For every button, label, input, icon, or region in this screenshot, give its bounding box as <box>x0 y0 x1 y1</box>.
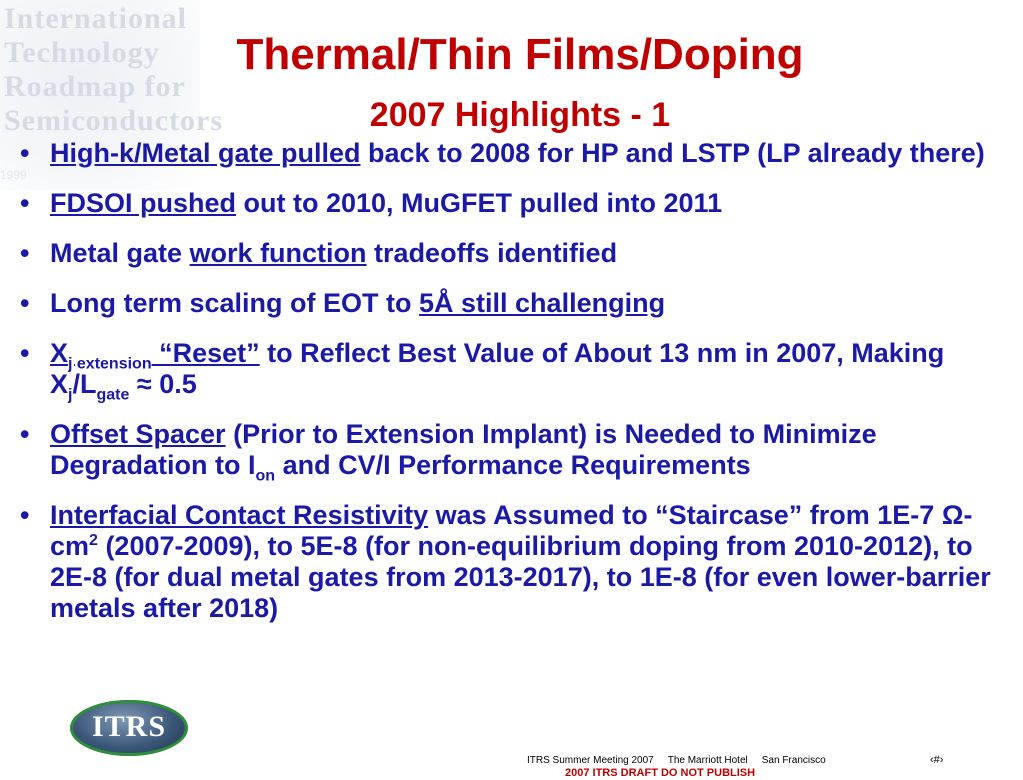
itrs-logo-text: ITRS <box>91 710 167 743</box>
slide-subtitle: 2007 Highlights - 1 <box>369 96 671 134</box>
slide-title: Thermal/Thin Films/Doping <box>236 30 804 79</box>
footer-city: San Francisco <box>761 755 826 766</box>
bullet-link[interactable]: High-k/Metal gate pulled <box>50 138 361 168</box>
itrs-logo <box>70 700 188 756</box>
bullet-list <box>20 138 995 643</box>
watermark-line: Roadmap for <box>4 70 186 103</box>
bullet-item: • Offset Spacer (Prior to Extension Implant) is Needed to Minimize Degradation to $I_{on}$ and CV/I Performance Requirements <box>20 419 995 481</box>
omega-symbol: Ω <box>941 500 964 530</box>
bullet-item: • High-k/Metal gate pulled back to 2008 for HP and LSTP (LP already there) <box>20 138 995 169</box>
bullet-link[interactable]: FDSOI pushed <box>50 188 237 218</box>
bullet-link[interactable]: work function <box>189 238 367 268</box>
watermark-line: Technology <box>4 36 160 69</box>
bullet-item: • Long term scaling of EOT to 5Å still challenging <box>20 288 995 319</box>
watermark-side-text: 1999 <box>0 168 27 182</box>
bullet-item: • $X_{j extension}$ “Reset” to Reflect Best Value of About 13 nm in 2007, Making $X_j/L_{gate} \approx 0.5$ <box>20 338 995 400</box>
footer-venue: The Marriott Hotel <box>667 755 748 766</box>
bullet-item: • Metal gate work function tradeoffs identified <box>20 238 995 269</box>
bullet-link[interactable]: $X_{j extension}$ “Reset” <box>50 338 260 373</box>
watermark-line: International <box>4 2 188 35</box>
draft-notice: 2007 ITRS DRAFT DO NOT PUBLISH <box>565 767 756 779</box>
bullet-item: • Interfacial Contact Resistivity was Assumed to “Staircase” from 1E-7 $\Omega-cm^2$ (2007-2009), to 5E-8 (for non-equilibrium doping from 2010-2012), to 2E-8 (for dual metal gates from 2013-2017), to 1E-8 (for even lower-barrier metals after 2018) <box>20 500 995 624</box>
footer-meeting: ITRS Summer Meeting 2007 <box>527 755 654 766</box>
bullet-link[interactable]: Interfacial Contact Resistivity <box>50 500 429 530</box>
watermark-line: Semiconductors <box>4 104 223 137</box>
bullet-item: • FDSOI pushed out to 2010, MuGFET pulled into 2011 <box>20 188 995 219</box>
bullet-link[interactable]: 5Å still challenging <box>419 288 666 318</box>
bullet-link[interactable]: Offset Spacer <box>50 419 226 449</box>
footer-meeting-line <box>527 755 840 766</box>
page-number: ‹#› <box>930 754 944 766</box>
